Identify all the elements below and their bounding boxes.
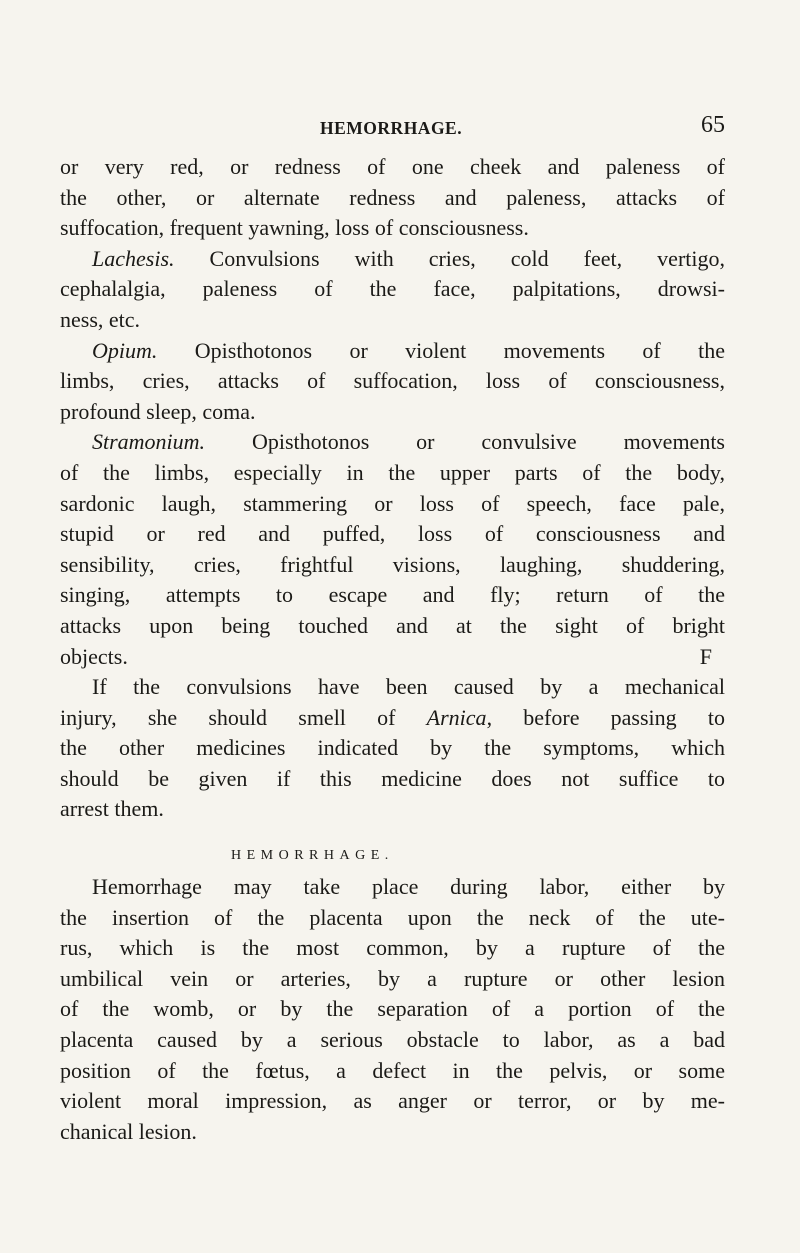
text-line: profound sleep, coma. [60, 398, 256, 424]
paragraph-continuation [60, 152, 725, 244]
text-line: singing, attempts to escape and fly; return of the [60, 582, 725, 608]
text-line: violent moral impression, as anger or terror, or by me- [60, 1088, 725, 1114]
page-number: 65 [701, 112, 725, 138]
remedy-name: Opium. [92, 337, 158, 363]
text-fragment: Opisthotonos or convulsive movements [205, 429, 725, 455]
text-line: the other medicines indicated by the symptoms, which [60, 735, 725, 761]
text-line: rus, which is the most common, by a rupture of the [60, 935, 725, 961]
paragraph-stramonium [60, 427, 725, 672]
book-page [60, 112, 725, 1147]
text-line [60, 244, 725, 275]
text-line: sardonic laugh, stammering or loss of speech, face pale, [60, 490, 725, 516]
text-line: umbilical vein or arteries, by a rupture or other lesion [60, 965, 725, 991]
text-line: placenta caused by a serious obstacle to labor, as a bad [60, 1027, 725, 1053]
paragraph-lachesis [60, 244, 725, 336]
text-line: suffocation, frequent yawning, loss of consciousness. [60, 215, 529, 241]
section-heading: HEMORRHAGE. [231, 848, 394, 864]
text-fragment: objects. [60, 643, 128, 669]
running-head [60, 112, 725, 152]
text-line: arrest them. [60, 796, 164, 822]
text-line: the insertion of the placenta upon the neck of the ute- [60, 904, 725, 930]
remedy-name: Arnica [426, 704, 487, 730]
text-fragment: injury, she should smell of [60, 704, 427, 730]
remedy-name: Stramonium. [92, 429, 206, 455]
text-line: or very red, or redness of one cheek and paleness of [60, 154, 725, 179]
text-line: cephalalgia, paleness of the face, palpitations, drowsi- [60, 276, 725, 302]
text-line [60, 703, 725, 734]
signature-mark: F [699, 643, 712, 669]
text-line: attacks upon being touched and at the sight of bright [60, 612, 725, 638]
text-line: of the womb, or by the separation of a portion of the [60, 996, 725, 1022]
text-line: If the convulsions have been caused by a mechanical [92, 674, 725, 700]
text-line [60, 642, 725, 673]
text-line: sensibility, cries, frightful visions, laughing, shuddering, [60, 551, 725, 577]
text-line: Hemorrhage may take place during labor, either by [92, 874, 725, 900]
text-fragment: Opisthotonos or violent movements of the [157, 337, 725, 363]
text-line: should be given if this medicine does not suffice to [60, 765, 725, 791]
text-line: chanical lesion. [60, 1118, 197, 1144]
text-line: stupid or red and puffed, loss of consciousness and [60, 521, 725, 547]
running-title: HEMORRHAGE. [320, 118, 463, 138]
text-line [60, 427, 725, 458]
paragraph-arnica [60, 672, 725, 825]
text-line: limbs, cries, attacks of suffocation, loss of consciousness, [60, 368, 725, 394]
remedy-name: Lachesis. [92, 245, 175, 271]
text-line: ness, etc. [60, 306, 141, 332]
text-fragment: , before passing to [486, 704, 725, 730]
text-line [60, 336, 725, 367]
text-fragment: Convulsions with cries, cold feet, vertigo, [174, 245, 725, 271]
text-line: position of the fœtus, a defect in the pelvis, or some [60, 1057, 725, 1083]
paragraph-hemorrhage [60, 872, 725, 1147]
text-line: the other, or alternate redness and paleness, attacks of [60, 184, 725, 210]
text-line: of the limbs, especially in the upper parts of the body, [60, 459, 725, 485]
paragraph-opium [60, 336, 725, 428]
